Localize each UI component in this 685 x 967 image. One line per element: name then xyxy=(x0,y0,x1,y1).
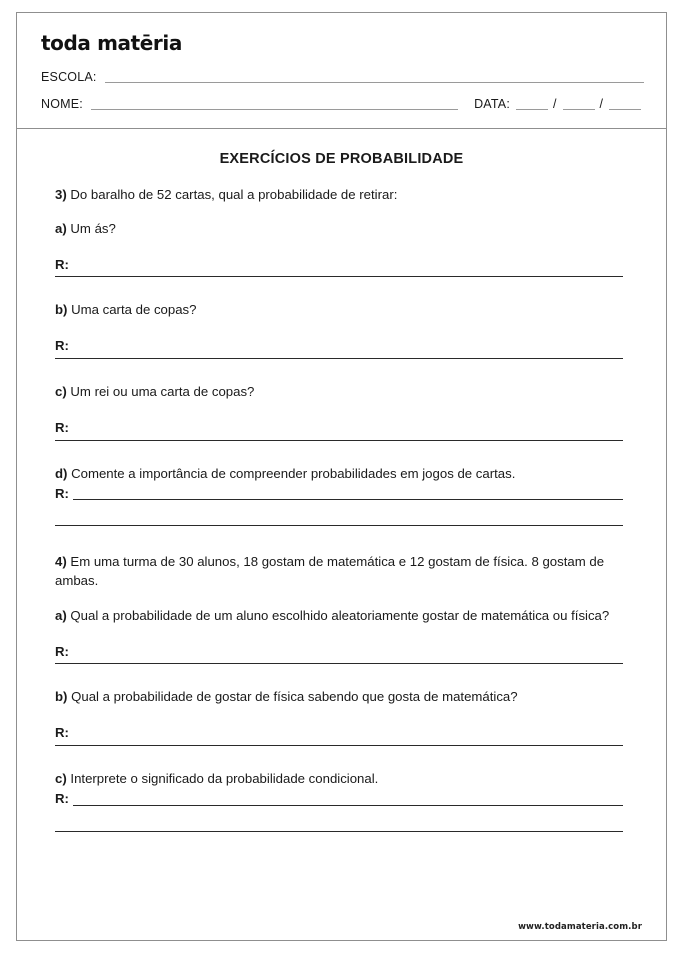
question-3-prompt xyxy=(55,185,623,204)
question-4a-letter: a) xyxy=(55,607,67,623)
answer-3d[interactable] xyxy=(55,487,623,502)
question-4c-text xyxy=(55,769,623,788)
date-day-input[interactable] xyxy=(516,98,548,110)
date-field-label: DATA: xyxy=(474,97,511,111)
question-3a-letter: a) xyxy=(55,220,67,236)
worksheet-body xyxy=(17,129,666,946)
answer-4b[interactable] xyxy=(55,726,623,746)
brand-logo: toda matēria xyxy=(41,31,182,55)
question-3b-body: Uma carta de copas? xyxy=(71,302,197,318)
question-4c-letter: c) xyxy=(55,770,67,786)
question-4b-text xyxy=(55,687,623,706)
question-3-number: 3) xyxy=(55,186,67,202)
answer-line-4c-2[interactable] xyxy=(55,831,623,832)
question-4a-body: Qual a probabilidade de um aluno escolhido aleatoriamente gostar de matemática ou física? xyxy=(70,607,610,623)
answer-label-3d: R: xyxy=(55,485,69,501)
question-3b-text xyxy=(55,300,623,319)
answer-4a[interactable] xyxy=(55,645,623,665)
answer-4c[interactable] xyxy=(55,792,623,807)
school-field-input[interactable] xyxy=(105,82,644,83)
answer-label-3a: R: xyxy=(55,256,69,272)
date-month-input[interactable] xyxy=(563,98,595,110)
question-3a-body: Um ás? xyxy=(70,220,116,236)
question-4a-text xyxy=(55,606,623,625)
answer-label-4a: R: xyxy=(55,643,69,659)
answer-3a[interactable] xyxy=(55,258,623,278)
question-3a-text xyxy=(55,219,623,238)
answer-3b[interactable] xyxy=(55,339,623,359)
question-3d-body: Comente a importância de compreender probabilidades em jogos de cartas. xyxy=(71,465,516,481)
answer-line-3b[interactable] xyxy=(55,358,623,359)
answer-label-4c: R: xyxy=(55,791,69,806)
answer-label-4b: R: xyxy=(55,725,69,741)
answer-3c[interactable] xyxy=(55,421,623,441)
answer-line-3c[interactable] xyxy=(55,440,623,441)
question-4b-letter: b) xyxy=(55,689,68,705)
question-3-prompt-text: Do baralho de 52 cartas, qual a probabilidade de retirar: xyxy=(70,186,398,202)
school-field-row xyxy=(39,71,644,85)
name-field-row xyxy=(39,98,644,112)
date-field-group xyxy=(474,98,644,112)
answer-line-3a[interactable] xyxy=(55,276,623,277)
date-year-input[interactable] xyxy=(609,98,641,110)
answer-line-3d-1[interactable] xyxy=(73,499,623,500)
answer-line-4b[interactable] xyxy=(55,745,623,746)
question-4-prompt-text: Em uma turma de 30 alunos, 18 gostam de matemática e 12 gostam de física. 8 gostam de ambas. xyxy=(55,554,605,589)
question-3c-body: Um rei ou uma carta de copas? xyxy=(70,383,255,399)
question-4-prompt xyxy=(55,552,623,590)
page-title: EXERCÍCIOS DE PROBABILIDADE xyxy=(219,150,464,167)
question-3d-text xyxy=(55,464,623,483)
name-field-input[interactable] xyxy=(91,109,458,110)
question-3c-text xyxy=(55,382,623,401)
worksheet-page xyxy=(16,12,667,941)
question-3d-letter: d) xyxy=(55,465,68,481)
footer-url: www.todamateria.com.br xyxy=(518,921,642,932)
question-4c-body: Interprete o significado da probabilidade condicional. xyxy=(70,770,379,786)
date-separator-2: / xyxy=(599,97,603,111)
answer-label-3c: R: xyxy=(55,420,69,436)
answer-line-4a[interactable] xyxy=(55,663,623,664)
question-3b-letter: b) xyxy=(55,302,68,318)
answer-label-3b: R: xyxy=(55,338,69,354)
question-4-number: 4) xyxy=(55,554,67,570)
name-field-label: NOME: xyxy=(41,97,83,111)
worksheet-header xyxy=(17,13,666,129)
question-4b-body: Qual a probabilidade de gostar de física sabendo que gosta de matemática? xyxy=(71,689,518,705)
date-separator-1: / xyxy=(553,97,557,111)
answer-line-4c-1[interactable] xyxy=(73,805,623,806)
question-3c-letter: c) xyxy=(55,383,67,399)
school-field-label: ESCOLA: xyxy=(41,70,97,84)
